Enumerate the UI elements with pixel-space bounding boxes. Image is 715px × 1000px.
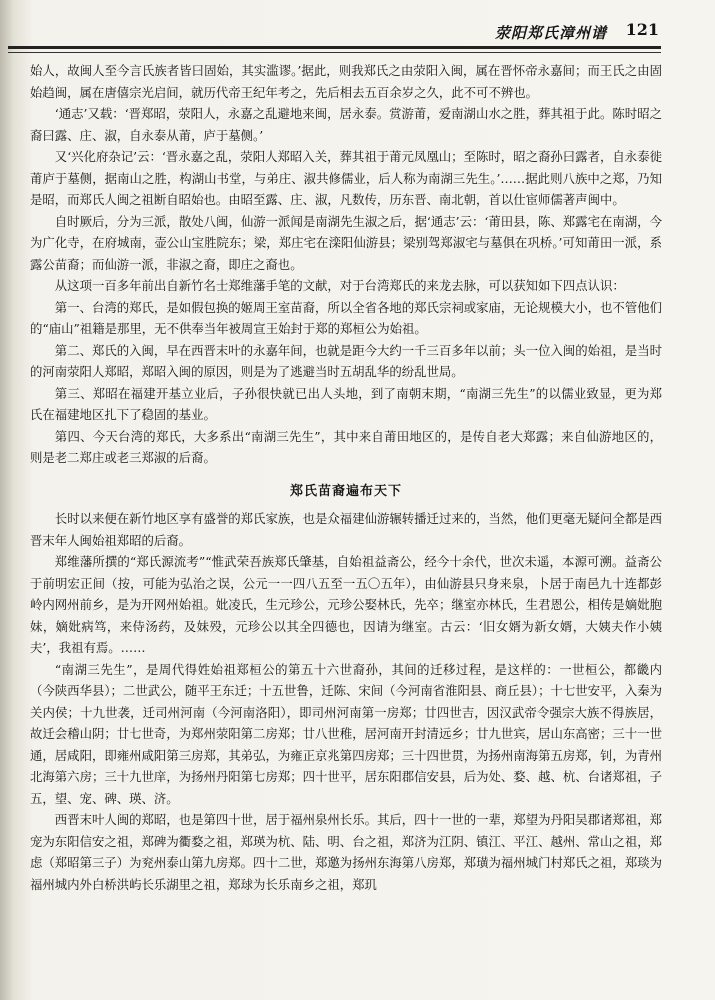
paragraph: 郑维藩所撰的“郑氏源流考”“惟武荣吾族郑氏肇基，自始祖益斋公，经今十余代，世次未遥，本源可溯。益斋公于前明宏正间（按，可能为弘治之误，公元一一四八五至一五〇五年），由仙游县只身来泉，卜居于南邑九十连都彭岭内网州前乡，是为开网州始祖。妣凌氏，生元珍公，元珍公娶林氏，先卒；继室亦林氏，生君恩公，相传是嫡妣胞妹，嫡妣病笃，来侍汤药，及妹殁，元珍公以其全四德也，因请为继室。古云：‘旧女婿为新女婿，大姨夫作小姨夫’，我祖有焉。…… [30, 554, 662, 655]
paragraph: 第三、郑昭在福建开基立业后，子孙很快就已出人头地，到了南朝末期，“南湖三先生”的以儒业致显，更为郑氏在福建地区扎下了稳固的基业。 [30, 385, 662, 422]
paragraph: ‘通志’又载：‘晋郑昭，荥阳人，永嘉之乱避地来闽，居永泰。赏游莆，爱南湖山水之胜，葬其祖于此。陈时昭之裔曰露、庄、淑，自永泰从莆，庐于墓侧。’ [30, 106, 662, 143]
paragraph: 第二、郑氏的入闽，早在西晋末叶的永嘉年间，也就是距今大约一千三百多年以前；头一位入闽的始祖，是当时的河南荥阳人郑昭，郑昭入闽的原因，则是为了逃避当时五胡乱华的纷乱世局。 [30, 342, 662, 379]
running-header [0, 14, 715, 48]
paragraph: 西晋末叶人闽的郑昭，也是第四十世，居于福州泉州长乐。其后，四十一世的一辈，郑望为丹阳吴郡诸郑祖，郑宠为东阳信安之祖，郑碑为衢婺之祖，郑瑛为杭、陆、明、台之祖，郑济为江阴、镇江、平江、越州、常山之祖，郑虑（郑昭第三子）为兖州泰山第九房郑。四十二世，郑邀为扬州东海第八房郑，郑璜为福州城门村郑氏之祖，郑琰为福州城内外白桥洪屿长乐湖里之祖，郑球为长乐南乡之祖，郑玑 [30, 812, 662, 892]
header-rule-thin [8, 52, 661, 53]
section-heading: 郑氏苗裔遍布天下 [289, 483, 402, 499]
header-rule-thick [8, 46, 661, 49]
paragraph: 长时以来便在新竹地区享有盛誉的郑氏家族，也是众福建仙游辗转播迁过来的，当然，他们更毫无疑问全都是西晋末年人闽始祖郑昭的后裔。 [30, 511, 662, 548]
paragraph: “南湖三先生”，是周代得姓始祖郑桓公的第五十六世裔孙，其间的迁移过程，是这样的：一世桓公，都畿内（今陕西华县）；二世武公，随平王东迁；十五世鲁，迁陈、宋间（今河南省淮阳县、商丘县）；十七世安平，入秦为关内侯；十九世袭，迁司州河南（今河南洛阳），即司州河南第一房郑；廿四世吉，因汉武帝令强宗大族不得族居，故迁会稽山阴；廿七世奇，为郑州荥阳第二房郑；廿八世稚，居河南开封清远乡；廿九世宾，居山东高密；三十一世通，居咸阳，即雍州咸阳第三房郑，其弟弘，为雍正京兆第四房郑；三十四世贯，为扬州南海第五房郑，钊，为青州北海第六房；三十九世庠，为扬州丹阳第七房郑；四十世平，居东阳郡信安县，后为处、婺、越、杭、台诸郑祖，子五，望、宠、碑、瑛、济。 [30, 661, 662, 806]
body-text [30, 60, 662, 895]
paragraph: 第四、今天台湾的郑氏，大多系出“南湖三先生”，其中来自莆田地区的，是传自老大郑露；来自仙游地区的，则是老二郑庄或老三郑淑的后裔。 [30, 428, 662, 465]
paragraph: 从这项一百多年前出自新竹名士郑维藩手笔的文献，对于台湾郑氏的来龙去脉，可以获知如下四点认识： [54, 278, 625, 293]
header-title: 荥阳郑氏漳州谱 [494, 24, 607, 42]
paragraph: 自时厥后，分为三派，散处八闽，仙游一派闻是南湖先生淑之后，据‘通志’云：‘莆田县，陈、郑露宅在南湖，今为广化寺，在府城南，壶公山宝胜院东；梁，郑庄宅在滦阳仙游县；梁别驾郑淑宅与墓俱在巩桥。’可知莆田一派，系露公苗裔；而仙游一派，非淑之裔，即庄之裔也。 [30, 213, 662, 272]
paragraph: 始人，故闽人至今言氏族者皆曰固始，其实滥谬。’据此，则我郑氏之由荥阳入闽，属在晋怀帝永嘉间；而王氏之由固始趋闽，属在唐僖宗光启间，就历代帝王纪年考之，先后相去五百余岁之久，此不可不辨也。 [30, 63, 662, 100]
paragraph: 第一、台湾的郑氏，是如假包换的姬周王室苗裔，所以全省各地的郑氏宗祠或家庙，无论规模大小，也不管他们的“庙山”祖籍是那里，无不供奉当年被周宣王始封于郑的郑桓公为始祖。 [30, 299, 662, 336]
page-number: 121 [625, 20, 659, 39]
paragraph: 又‘兴化府杂记’云：‘晋永嘉之乱，荥阳人郑昭入关，葬其祖于莆元凤凰山；至陈时，昭之裔孙曰露者，自永泰徙莆庐于墓侧，据南山之胜，构湖山书堂，与弟庄、淑共修儒业，后人称为南湖三先生。’……据此则八族中之郑，乃知是昭，而郑氏人闽之祖断自昭始也。由昭至露、庄、淑，凡数传，历东晋、南北朝，首以仕宦师儒著声闽中。 [30, 149, 662, 207]
